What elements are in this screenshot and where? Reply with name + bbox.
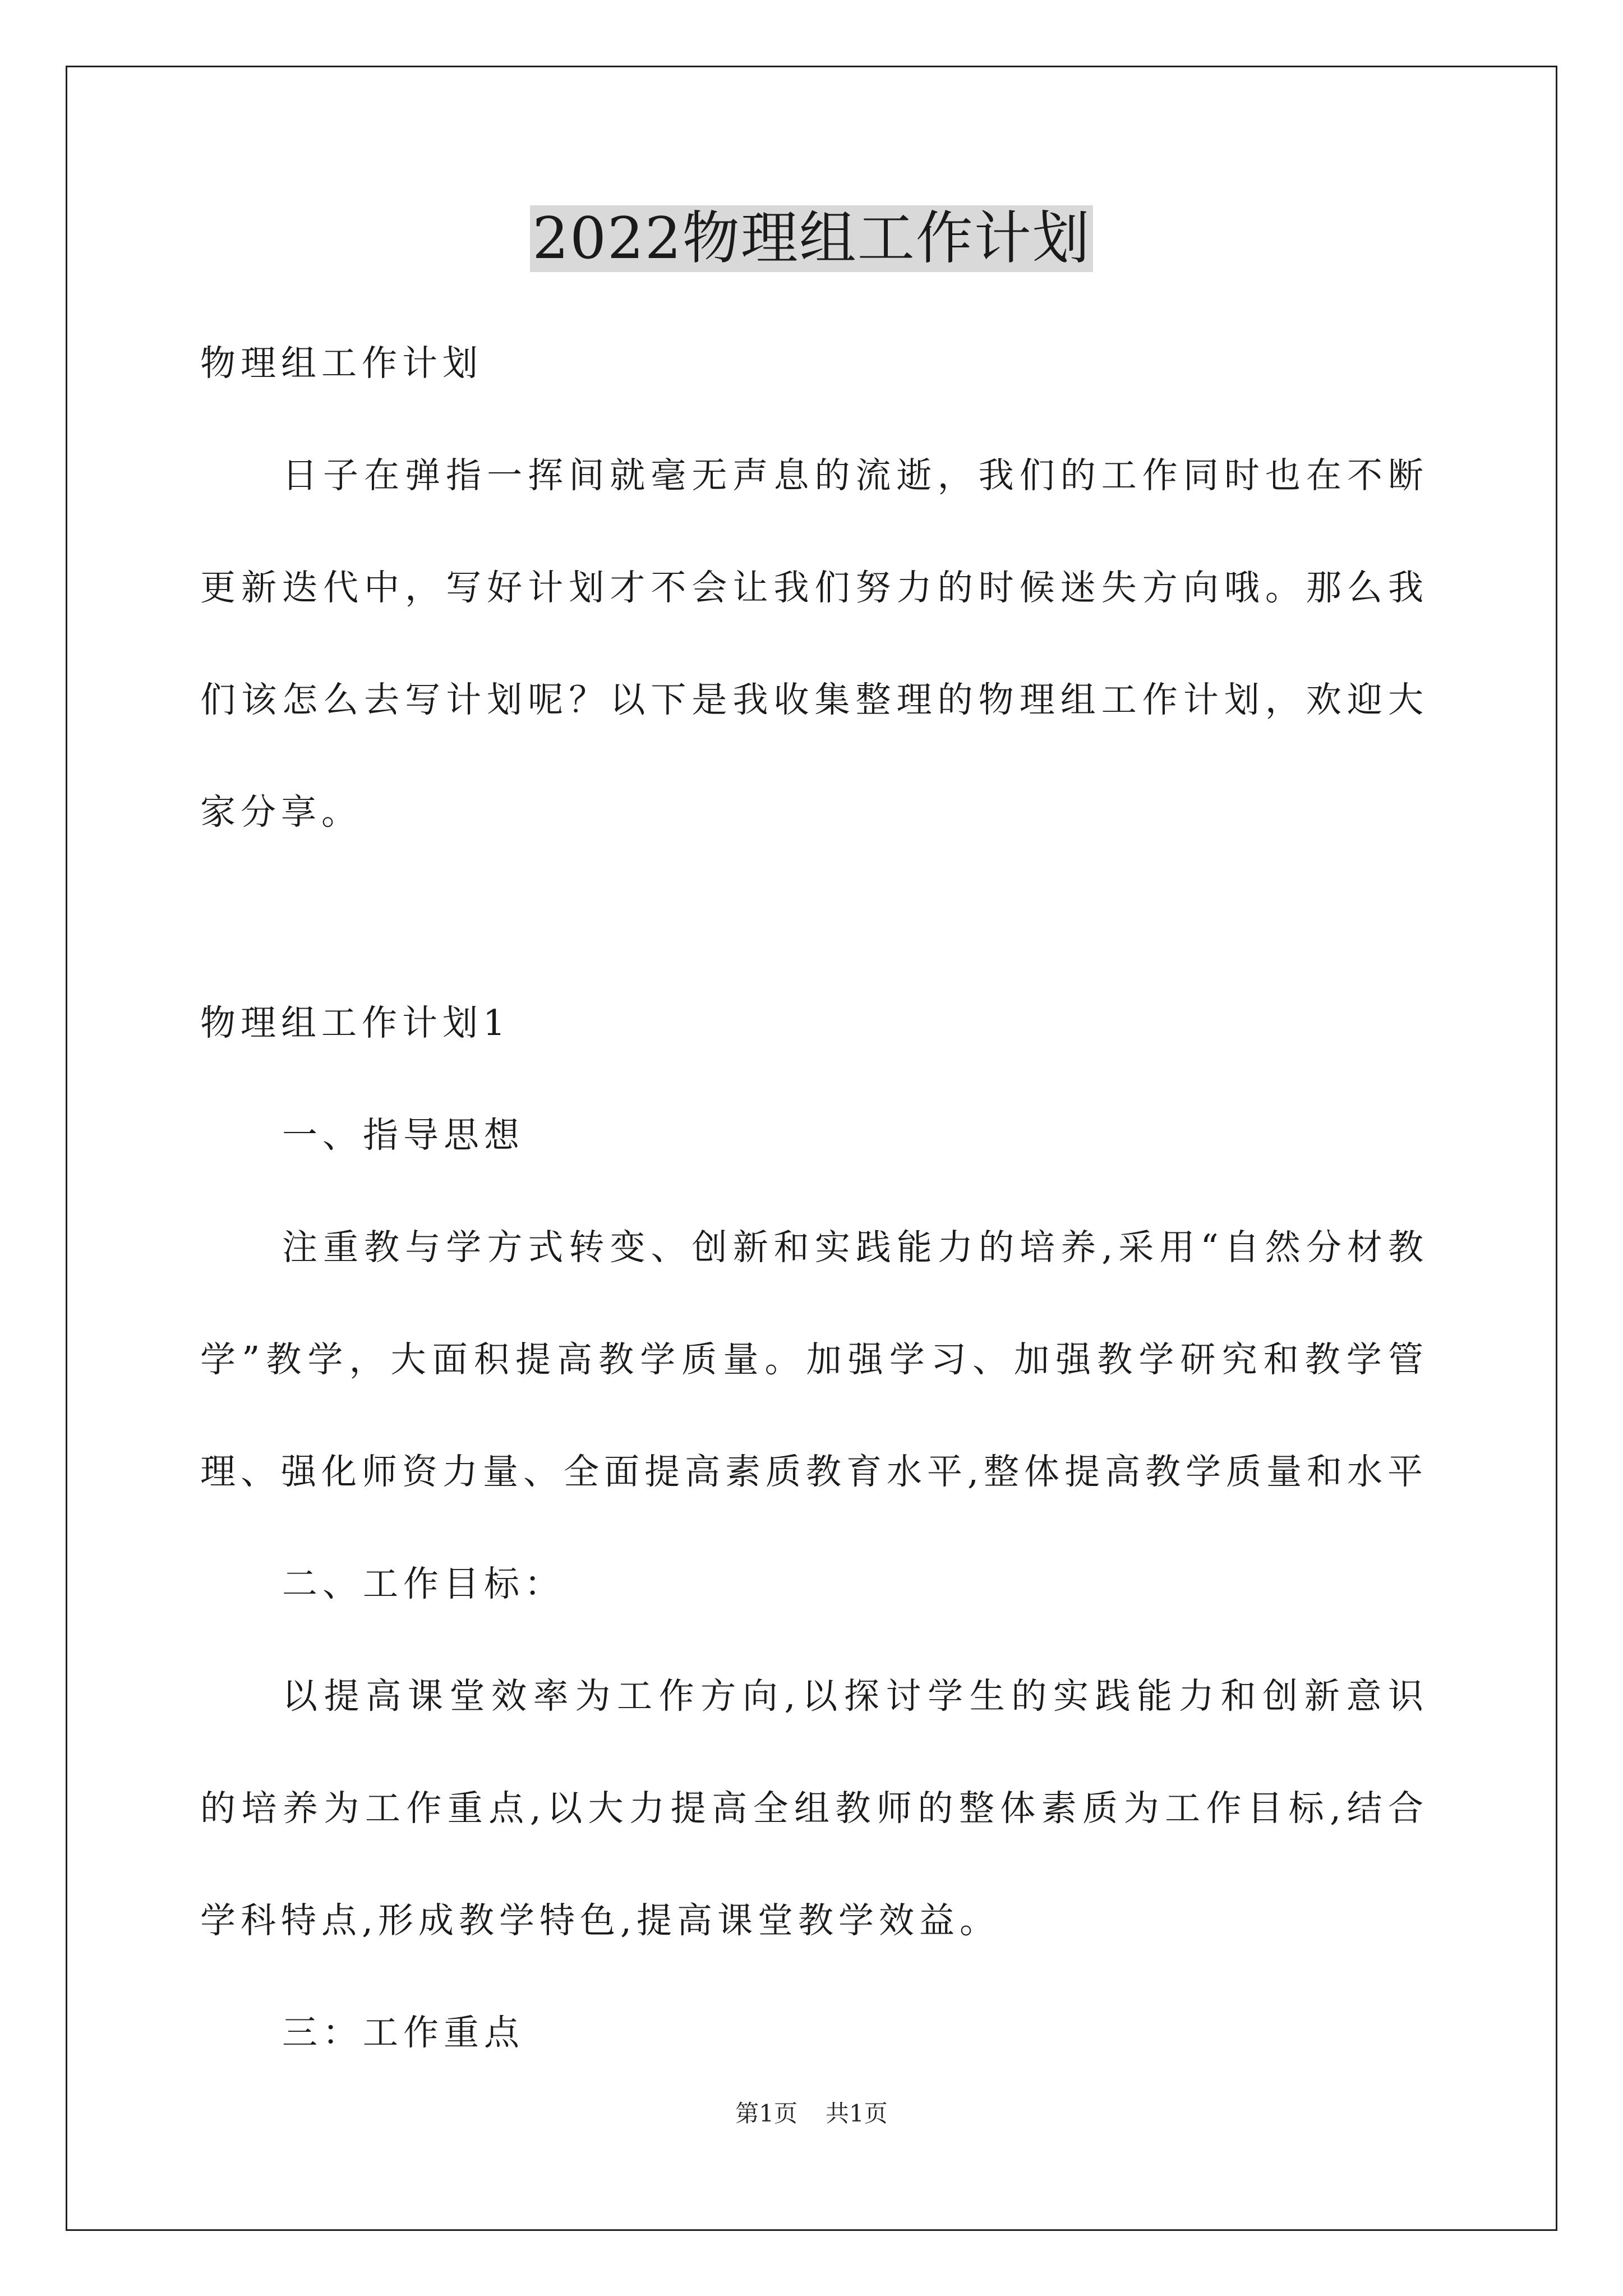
document-title-text: 2022物理组工作计划 xyxy=(530,205,1093,272)
intro-paragraph: 日子在弹指一挥间就毫无声息的流逝，我们的工作同时也在不断更新迭代中，写好计划才不会让我们努力的时候迷失方向哦。那么我们该怎么去写计划呢？以下是我收集整理的物理组工作计划，欢迎大家分享。 xyxy=(200,455,1428,832)
page-footer xyxy=(0,2095,1623,2129)
part2-paragraph: 以提高课堂效率为工作方向,以探讨学生的实践能力和创新意识的培养为工作重点,以大力提高全组教师的整体素质为工作目标,结合学科特点,形成教学特色,提高课堂教学效益。 xyxy=(200,1676,1428,1941)
part2-heading: 二、工作目标： xyxy=(282,1563,565,1604)
page-number-total: 共1页 xyxy=(826,2100,888,2127)
intro-heading: 物理组工作计划 xyxy=(200,343,483,384)
part1-heading: 一、指导思想 xyxy=(282,1115,524,1156)
page-number-current: 第1页 xyxy=(735,2100,797,2127)
part1-paragraph: 注重教与学方式转变、创新和实践能力的培养,采用“自然分材教学”教学，大面积提高教学质量。加强学习、加强教学研究和教学管理、强化师资力量、全面提高素质教育水平,整体提高教学质量和水平 xyxy=(200,1227,1428,1492)
part3-heading: 三：工作重点 xyxy=(282,2012,524,2053)
section1-heading: 物理组工作计划1 xyxy=(200,1002,511,1043)
document-body xyxy=(200,307,1428,2089)
section-spacer xyxy=(200,868,1428,967)
document-title xyxy=(0,205,1623,273)
